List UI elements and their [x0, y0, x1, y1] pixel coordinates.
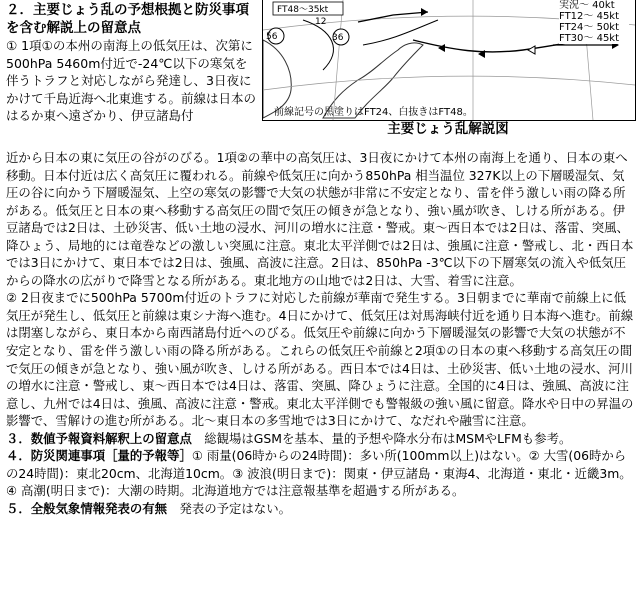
chart-label-12: 12	[315, 17, 327, 27]
section2-paragraph1-continuation: 近から日本の東に気圧の谷がのびる。1項②の華中の高気圧は、3日夜にかけて本州の南海上を通り、日本の東へ移動。日本付近は広く高気圧に覆われる。前線や低気圧に向かう850hPa 相当温位 327K以上の下層暖湿気、気圧の谷に向かう下層暖湿気、上空の寒気の影響で大気の状態が非常に不安定となり、雷を伴う激しい雨の降る所がある。低気圧と日本の東へ移動する高気圧の間で気圧の傾きが急となり、強い風が吹き、しける所がある。伊豆諸島では2日は、土砂災害、低い土地の浸水、河川の増水に注意・警戒。東～西日本では2日は、落雷、突風、降ひょう、局地的には竜巻などの激しい突風に注意。東北太平洋側では2日は、強風に注意・警戒し、北・西日本では3日にかけて、東日本では2日は、強風、高波に注意。2日は、850hPa -3℃以下の下層寒気の流入や低気圧からの降水の広がりで降雪となる所がある。東北地方の山地では2日は、大雪、着雪に注意。	[6, 150, 634, 288]
figure-caption: 前線記号の黒塗りはFT24、白抜きはFT48。	[274, 107, 473, 118]
chart-label-36: 36	[332, 33, 344, 43]
section2-intro-text: ① 1項①の本州の南海上の低気圧は、次第に500hPa 5460m付近で-24℃以下の寒気を伴うトラフと対応しながら発達し、3日夜にかけて千島近海へ北東進する。前線は日本のはるか東へ遠ざかり、伊豆諸島付	[6, 38, 257, 124]
section5-text: 発表の予定はない。	[179, 500, 291, 516]
section3-title: ３．数値予報資料解釈上の留意点	[6, 430, 192, 446]
section5	[6, 500, 634, 518]
section2-paragraph2: ② 2日夜までに500hPa 5700m付近のトラフに対応した前線が華南で発生する。3日朝までに華南で前線上に低気圧が発生し、低気圧と前線は東シナ海へ進む。4日にかけて、低気圧は対馬海峡付近を通り日本海へ進む。前線は閉塞しながら、東日本から南西諸島付近へのびる。低気圧や前線に向かう下層暖湿気の影響で大気の状態が不安定となり、雷を伴う激しい雨の降る所がある。これらの低気圧や前線と2項①の日本の東へ移動する高気圧の間で気圧の傾きが急となり、強い風が吹き、しける所がある。西日本では4日は、土砂災害、低い土地の浸水、河川の増水に注意・警戒し、東～西日本では4日は、落雷、突風、降ひょうに注意。全国的に4日は、強風、高波に注意し、九州では4日は、強風、高波に注意・警戒。東北太平洋側でも警報級の強い風に留意。降水や日中の昇温の影響で、雪解けの進む所がある。北～東日本の多雪地では3日にかけて、なだれや融雪に注意。	[6, 290, 634, 429]
legend-item: FT24～ 50kt	[559, 22, 620, 33]
chart-label-56: 56	[266, 32, 278, 42]
body-text	[6, 149, 634, 517]
front-symbol	[528, 46, 535, 54]
arrow-head-icon	[421, 8, 428, 16]
legend-item: 実況～ 40kt	[559, 0, 615, 11]
section3	[6, 430, 634, 448]
section2-title: ２．主要じょう乱の予想根拠と防災事項を含む解説上の留意点	[6, 2, 249, 36]
section4	[6, 447, 634, 500]
section3-text: 総観場はGSMを基本、量的予想や降水分布はMSMやLFMも参考。	[204, 430, 572, 446]
wind-box-label: FT48～35kt	[277, 5, 329, 15]
grid-line	[263, 76, 635, 90]
section5-title: ５．全般気象情報発表の有無	[6, 500, 168, 516]
legend-item: FT30～ 45kt	[559, 33, 620, 44]
section4-title: ４．防災関連事項［量的予報等］	[6, 448, 192, 464]
isobar-line	[363, 20, 438, 45]
disturbance-chart	[262, 0, 636, 121]
legend-item: FT12～ 45kt	[559, 11, 620, 22]
isobar-line	[303, 20, 333, 70]
section4-text: ① 雨量(06時からの24時間)：多い所(100mm以上)はない。② 大雪(06時からの24時間)：東北20cm、北海道10cm。③ 波浪(明日まで)：関東・伊豆諸島・東海4、北海道・東北・近畿3m。④ 高潮(明日まで)：大潮の時期。北海道地方では注意報基準を超過する所がある。	[6, 448, 632, 499]
front-symbol	[438, 44, 445, 52]
wind-legend	[559, 0, 629, 44]
figure-title: 主要じょう乱解説図	[387, 121, 509, 137]
